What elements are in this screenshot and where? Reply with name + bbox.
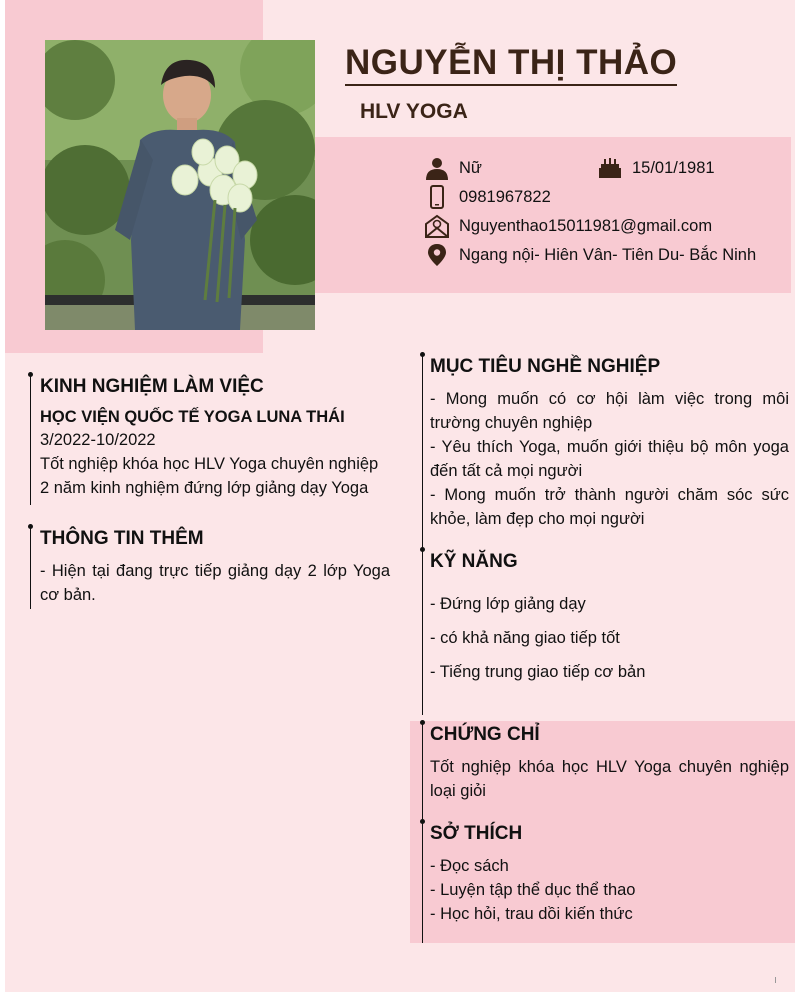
birthday-cake-icon (598, 156, 622, 180)
skill-item: - có khả năng giao tiếp tốt (430, 629, 620, 647)
page-marker (775, 977, 776, 983)
email-value: Nguyenthao15011981@gmail.com (459, 216, 713, 235)
hobbies-section (430, 823, 789, 926)
certificates-timeline-dot (420, 720, 425, 725)
objective-heading: MỤC TIÊU NGHỀ NGHIỆP (430, 356, 661, 377)
experience-period: 3/2022-10/2022 (40, 431, 156, 449)
contact-address (425, 243, 756, 267)
profile-photo (45, 40, 315, 330)
contact-gender (425, 156, 482, 180)
extra-heading: THÔNG TIN THÊM (40, 528, 204, 549)
candidate-role: HLV YOGA (360, 100, 468, 123)
extra-timeline-line (30, 527, 31, 609)
hobby-item: - Đọc sách (430, 857, 509, 875)
objective-section (430, 356, 789, 531)
extra-timeline-dot (28, 524, 33, 529)
experience-heading: KINH NGHIỆM LÀM VIỆC (40, 376, 264, 397)
contact-phone (425, 185, 551, 209)
email-icon (425, 214, 449, 238)
experience-timeline-dot (28, 372, 33, 377)
skills-timeline-dot (420, 547, 425, 552)
extra-section (40, 528, 390, 607)
candidate-name: NGUYỄN THỊ THẢO (345, 42, 677, 86)
address-value: Ngang nội- Hiên Vân- Tiên Du- Bắc Ninh (459, 245, 757, 264)
gender-value: Nữ (459, 158, 482, 177)
experience-company: HỌC VIỆN QUỐC TẾ YOGA LUNA THÁI (40, 408, 345, 426)
objective-item: - Yêu thích Yoga, muốn giới thiệu bộ môn yoga đến tất cả mọi người (430, 438, 789, 480)
location-pin-icon (425, 243, 449, 267)
experience-line: 2 năm kinh nghiệm đứng lớp giảng dạy Yoga (40, 479, 369, 497)
skills-section (430, 551, 789, 684)
objective-timeline-dot (420, 352, 425, 357)
phone-value: 0981967822 (459, 187, 551, 206)
hobbies-heading: SỞ THÍCH (430, 823, 523, 844)
contact-birthday (598, 156, 715, 180)
certificates-text: Tốt nghiệp khóa học HLV Yoga chuyên nghiệp loại giỏi (430, 758, 789, 800)
cv-page (5, 0, 795, 992)
hobbies-timeline-dot (420, 819, 425, 824)
contact-email (425, 214, 712, 238)
person-icon (425, 156, 449, 180)
certificates-section (430, 724, 789, 803)
experience-line: Tốt nghiệp khóa học HLV Yoga chuyên nghiệp (40, 455, 379, 473)
experience-section (40, 376, 390, 500)
birthday-value: 15/01/1981 (632, 158, 715, 177)
hobby-item: - Học hỏi, trau dồi kiến thức (430, 905, 633, 923)
extra-text: - Hiện tại đang trực tiếp giảng dạy 2 lớp Yoga cơ bản. (40, 562, 390, 604)
certificates-heading: CHỨNG CHỈ (430, 724, 540, 745)
skills-heading: KỸ NĂNG (430, 551, 518, 572)
skill-item: - Đứng lớp giảng dạy (430, 595, 586, 613)
objective-item: - Mong muốn trở thành người chăm sóc sức khỏe, làm đẹp cho mọi người (430, 486, 789, 528)
mobile-phone-icon (425, 185, 449, 209)
right-timeline-line-lower (422, 723, 423, 943)
objective-item: - Mong muốn có cơ hội làm việc trong môi trường chuyên nghiệp (430, 390, 789, 432)
right-timeline-line (422, 355, 423, 715)
experience-timeline-line (30, 375, 31, 505)
skill-item: - Tiếng trung giao tiếp cơ bản (430, 663, 646, 681)
hobby-item: - Luyện tập thể dục thể thao (430, 881, 636, 899)
